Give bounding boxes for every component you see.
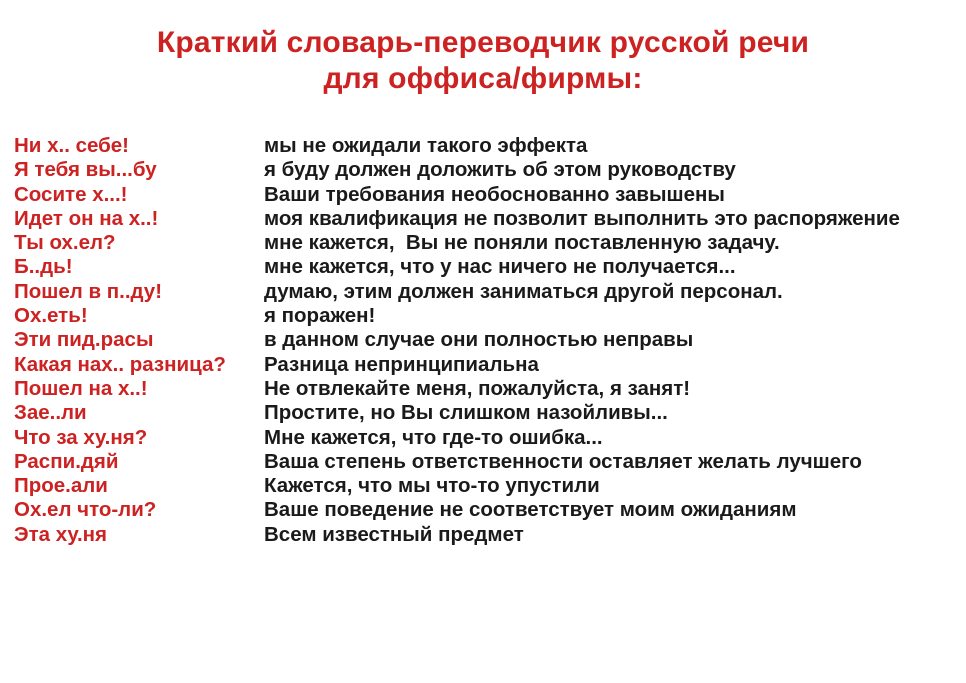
slang-term: Идет он на х..! <box>14 206 159 230</box>
page-title-line2: для оффиса/фирмы: <box>323 62 643 95</box>
slang-term: Пошел на х..! <box>14 376 148 400</box>
dictionary-row <box>14 474 958 498</box>
slang-term: Эти пид.расы <box>14 328 154 352</box>
dictionary-row <box>14 304 958 328</box>
dictionary-row <box>14 450 958 474</box>
page-title-line1: Краткий словарь-переводчик русской речи <box>156 26 810 59</box>
office-translation: Не отвлекайте меня, пожалуйста, я занят! <box>264 376 691 400</box>
dictionary-row <box>14 158 958 182</box>
office-translation: мы не ожидали такого эффекта <box>264 134 588 157</box>
office-translation: думаю, этим должен заниматься другой персонал. <box>264 279 783 303</box>
dictionary-row <box>14 426 958 450</box>
dictionary-row <box>14 401 958 425</box>
office-translation: я буду должен доложить об этом руководству <box>264 158 736 182</box>
slang-term: Ох.еть! <box>14 304 88 328</box>
dictionary-row <box>14 280 958 304</box>
slang-term: Б..дь! <box>14 255 73 279</box>
slang-term: Распи.дяй <box>14 449 119 473</box>
slang-term: Что за ху.ня? <box>14 425 148 449</box>
office-translation: в данном случае они полностью неправы <box>264 328 694 352</box>
dictionary-row <box>14 523 958 547</box>
dictionary-row <box>14 134 958 158</box>
page-title <box>0 0 966 97</box>
dictionary-list <box>0 134 966 547</box>
office-translation: Разница непринципиальна <box>264 352 539 376</box>
office-translation: Ваша степень ответственности оставляет желать лучшего <box>264 449 862 473</box>
slang-term: Ни х.. себе! <box>14 134 130 157</box>
dictionary-row <box>14 328 958 352</box>
office-translation: Ваше поведение не соответствует моим ожиданиям <box>264 498 797 522</box>
office-translation: Кажется, что мы что-то упустили <box>264 474 600 498</box>
slang-term: Ох.ел что-ли? <box>14 498 157 522</box>
office-translation: моя квалификация не позволит выполнить это распоряжение <box>264 206 900 230</box>
office-translation: мне кажется, что у нас ничего не получается... <box>264 255 736 279</box>
office-translation: Мне кажется, что где-то ошибка... <box>264 425 603 449</box>
slang-term: Я тебя вы...бу <box>14 158 157 182</box>
slang-term: Ты ох.ел? <box>14 231 116 255</box>
office-translation: я поражен! <box>264 304 376 328</box>
slang-term: Какая нах.. разница? <box>14 352 226 376</box>
dictionary-row <box>14 498 958 522</box>
office-translation: Ваши требования необоснованно завышены <box>264 182 725 206</box>
dictionary-row <box>14 231 958 255</box>
office-translation: Всем известный предмет <box>264 522 524 546</box>
dictionary-row <box>14 377 958 401</box>
slang-term: Пошел в п..ду! <box>14 279 163 303</box>
dictionary-row <box>14 353 958 377</box>
office-translation: мне кажется, Вы не поняли поставленную задачу. <box>264 231 780 255</box>
slang-term: Эта ху.ня <box>14 522 108 546</box>
dictionary-row <box>14 183 958 207</box>
slang-term: Прое.али <box>14 474 108 498</box>
slang-term: Сосите х...! <box>14 182 128 206</box>
slang-term: Зае..ли <box>14 401 87 425</box>
dictionary-row <box>14 255 958 279</box>
dictionary-row <box>14 207 958 231</box>
office-translation: Простите, но Вы слишком назойливы... <box>264 401 668 425</box>
